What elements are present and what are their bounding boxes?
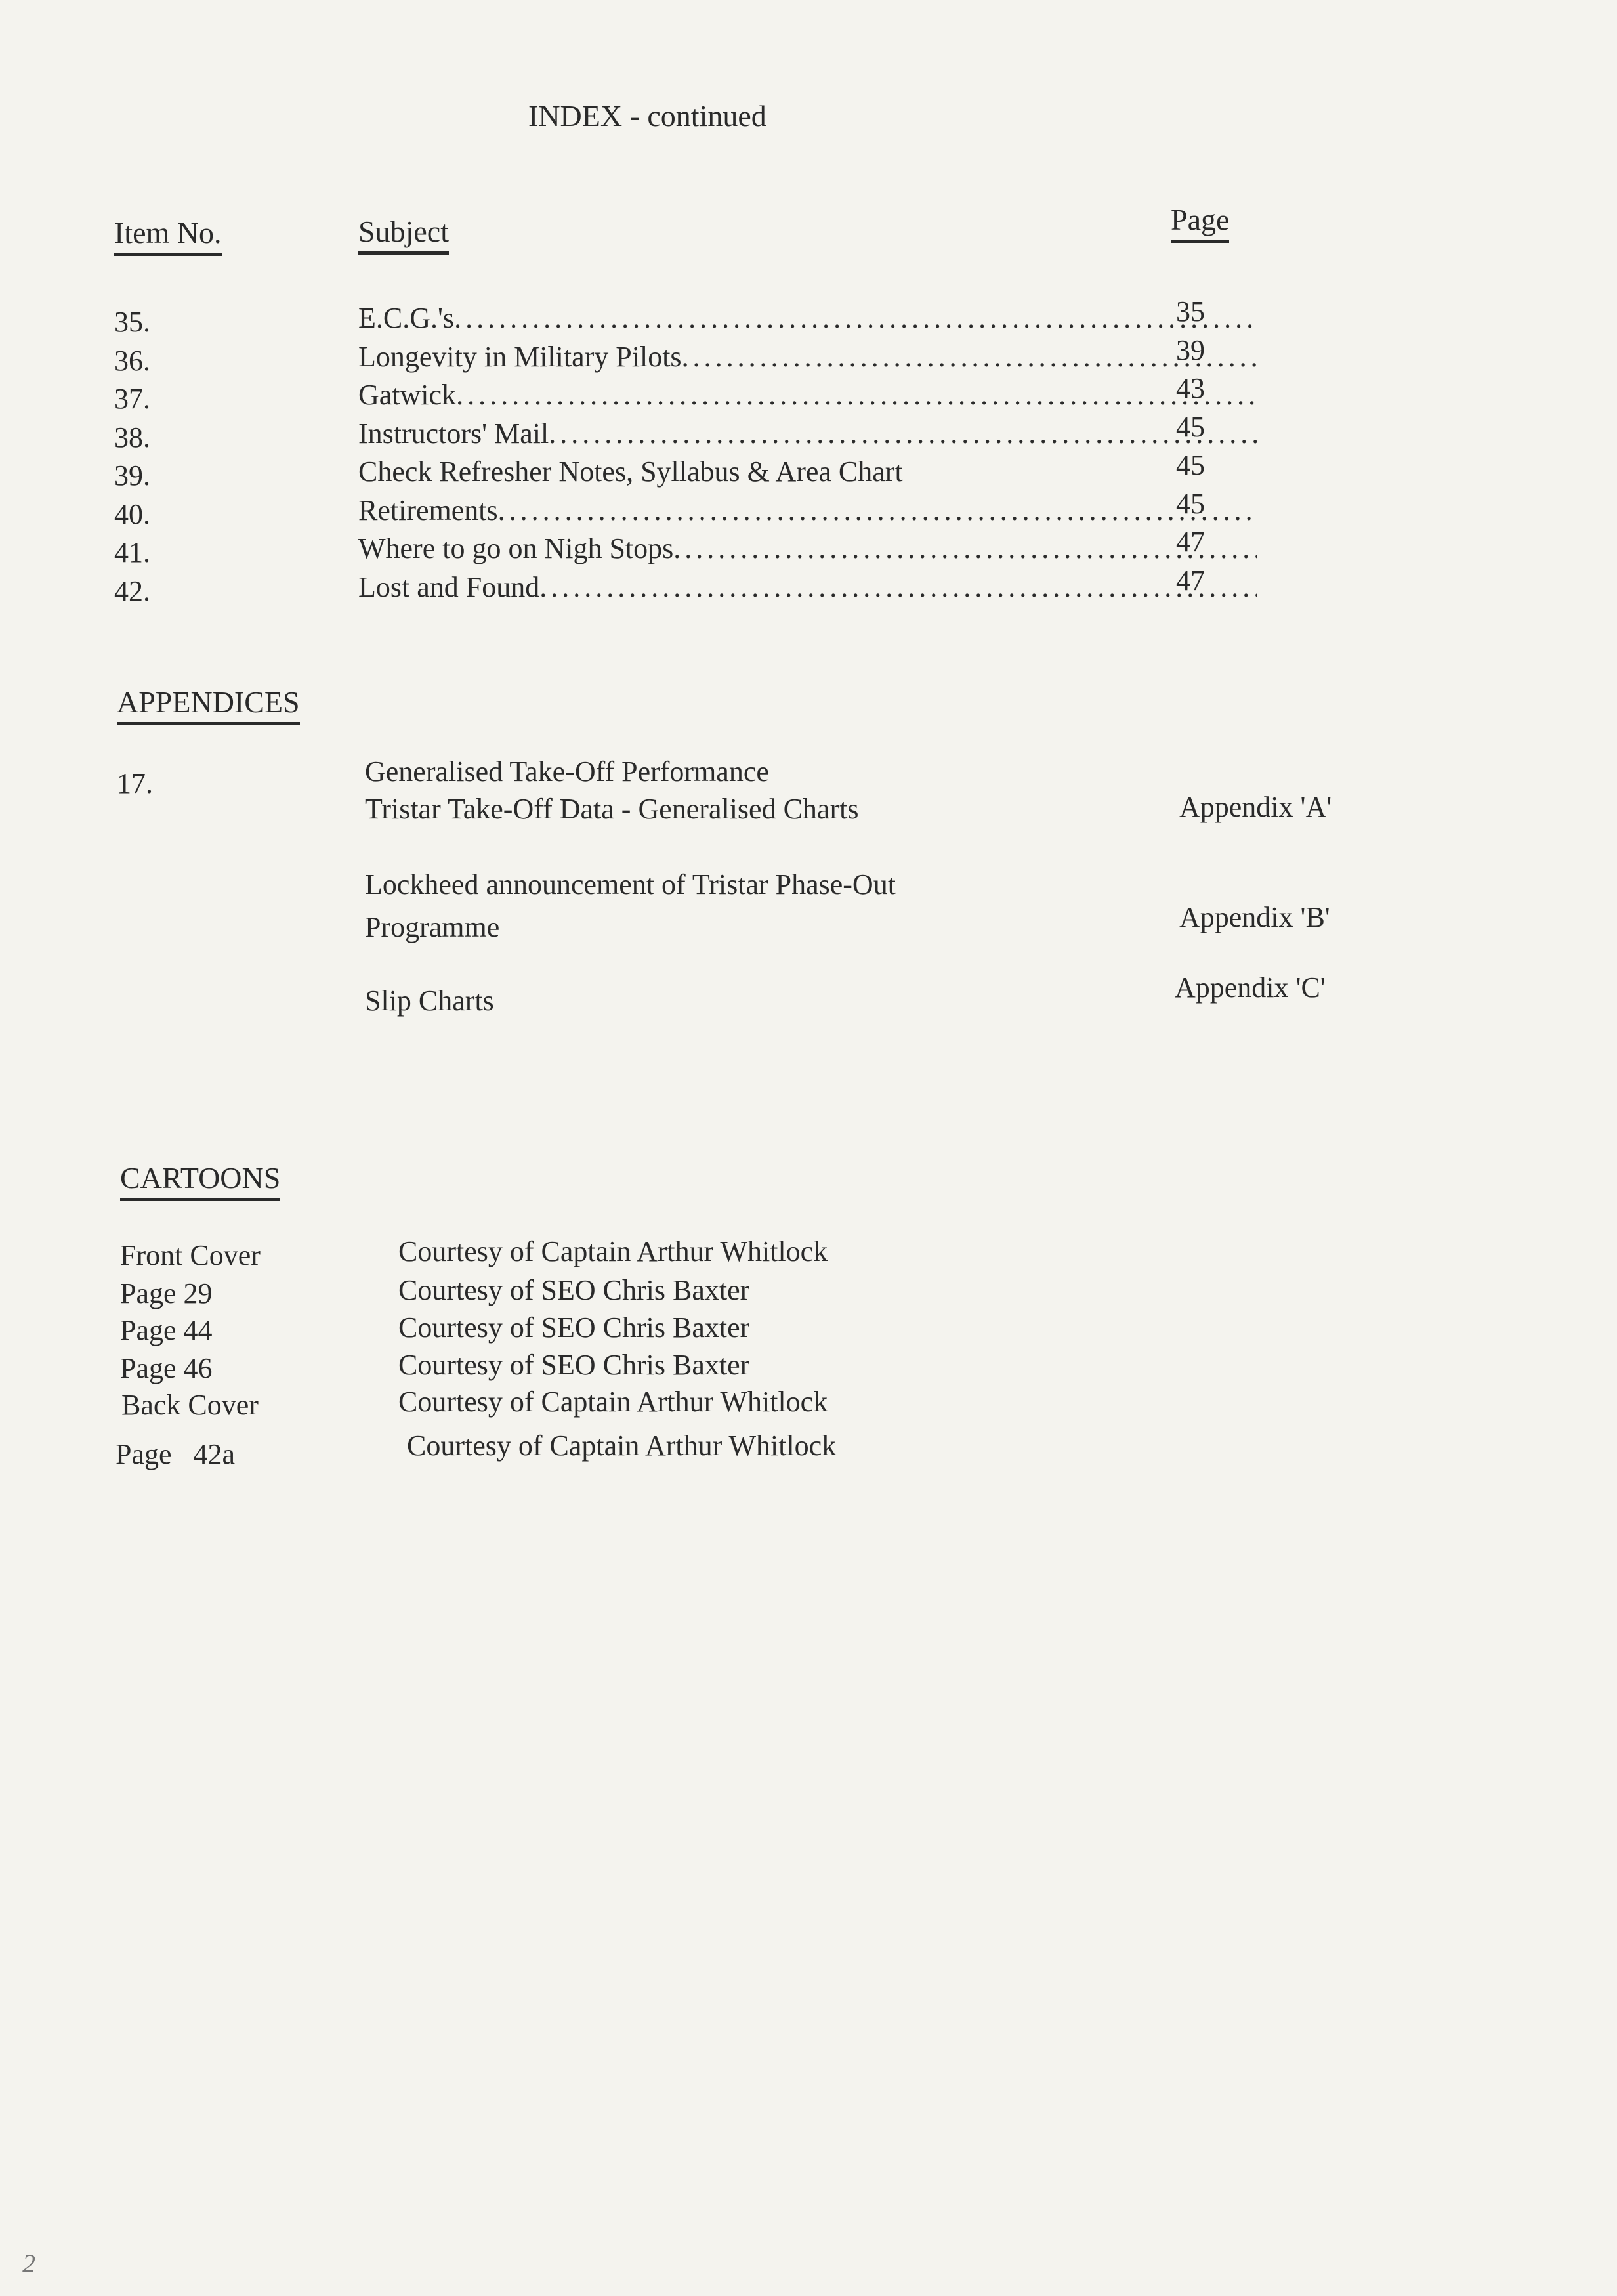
dot-leader <box>456 376 1257 415</box>
item-number: 37. <box>114 383 150 415</box>
item-number: 40. <box>114 498 150 530</box>
cartoons-heading: CARTOONS <box>120 1162 280 1201</box>
index-row <box>114 487 1269 530</box>
header-subject: Subject <box>358 215 449 255</box>
item-subject: Retirements <box>358 494 498 526</box>
item-subject: E.C.G.'s <box>358 302 455 334</box>
item-subject: Longevity in Military Pilots <box>358 340 682 373</box>
cartoon-credit: Courtesy of SEO Chris Baxter <box>398 1311 750 1344</box>
index-list <box>114 295 1269 607</box>
item-page: 45 <box>1176 449 1205 481</box>
appendix-line: Generalised Take-Off Performance <box>365 755 769 788</box>
item-page: 45 <box>1176 487 1205 520</box>
item-subject: Lost and Found <box>358 570 540 603</box>
cartoon-location: Page 29 <box>120 1277 213 1309</box>
index-row <box>114 333 1269 377</box>
appendix-line: Tristar Take-Off Data - Generalised Charts <box>365 793 859 825</box>
appendix-ref-c: Appendix 'C' <box>1175 971 1326 1004</box>
cartoon-credit: Courtesy of Captain Arthur Whitlock <box>407 1430 837 1462</box>
dot-leader <box>549 415 1257 454</box>
index-row <box>114 295 1269 338</box>
dot-leader <box>539 568 1257 607</box>
item-page: 39 <box>1176 333 1205 366</box>
item-subject: Instructors' Mail <box>358 417 549 450</box>
item-page: 47 <box>1176 564 1205 597</box>
index-row <box>114 526 1269 568</box>
item-number: 35. <box>114 306 150 338</box>
appendix-ref-b: Appendix 'B' <box>1179 901 1330 933</box>
item-page: 43 <box>1176 372 1205 404</box>
item-page: 47 <box>1176 526 1205 558</box>
header-page: Page <box>1171 203 1229 243</box>
item-subject: Check Refresher Notes, Syllabus & Area Chart <box>358 456 903 488</box>
appendix-line: Programme <box>365 911 500 943</box>
item-subject: Gatwick <box>358 379 457 411</box>
dot-leader <box>454 299 1257 338</box>
item-number: 42. <box>114 574 150 607</box>
cartoon-location: Back Cover <box>121 1389 259 1421</box>
appendix-ref-a: Appendix 'A' <box>1179 791 1332 823</box>
item-number: 38. <box>114 421 150 454</box>
dot-leader <box>498 492 1257 530</box>
cartoon-location: Front Cover <box>120 1239 261 1271</box>
item-number: 39. <box>114 459 150 492</box>
index-row <box>114 564 1269 607</box>
cartoon-credit: Courtesy of Captain Arthur Whitlock <box>398 1235 828 1267</box>
index-row <box>114 410 1269 454</box>
page-number: 2 <box>22 2249 35 2278</box>
index-row <box>114 372 1269 415</box>
cartoon-location: Page 46 <box>120 1352 213 1384</box>
page-title: INDEX - continued <box>528 99 766 133</box>
cartoon-credit: Courtesy of Captain Arthur Whitlock <box>398 1386 828 1418</box>
header-item-no: Item No. <box>114 217 222 256</box>
item-number: 36. <box>114 344 150 377</box>
item-page: 35 <box>1176 295 1205 328</box>
index-row <box>114 449 1269 492</box>
appendix-item-number: 17. <box>117 767 153 799</box>
appendix-line: Lockheed announcement of Tristar Phase-Out <box>365 868 896 901</box>
dot-leader <box>682 338 1257 377</box>
appendix-line: Slip Charts <box>365 985 494 1017</box>
cartoon-location: Page 42a <box>116 1438 236 1470</box>
dot-leader <box>673 530 1257 568</box>
item-page: 45 <box>1176 410 1205 443</box>
cartoon-location: Page 44 <box>120 1314 213 1346</box>
item-number: 41. <box>114 536 150 568</box>
appendices-heading: APPENDICES <box>117 686 300 725</box>
cartoon-credit: Courtesy of SEO Chris Baxter <box>398 1349 750 1381</box>
item-subject: Where to go on Nigh Stops <box>358 532 674 564</box>
cartoon-credit: Courtesy of SEO Chris Baxter <box>398 1274 750 1306</box>
